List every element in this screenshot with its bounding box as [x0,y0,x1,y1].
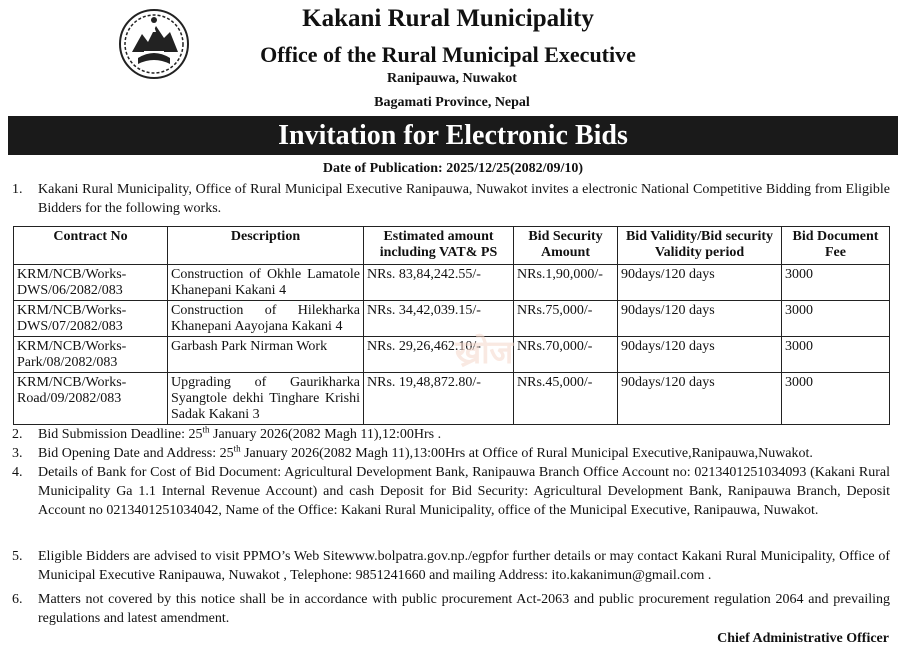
cell-fee: 3000 [782,301,890,337]
intro-paragraph [12,180,890,218]
regulations-text: Matters not covered by this notice shall be in accordance with public procurement Act-2063 and public procurement regulation 2064 and prevailing regulations and latest amendment. [38,592,890,626]
cell-amount: NRs. 19,48,872.80/- [364,373,514,425]
cell-validity: 90days/120 days [618,265,782,301]
col-contract-no: Contract No [14,227,168,265]
cell-contract: KRM/NCB/Works-Road/09/2082/083 [14,373,168,425]
notice-title-banner: Invitation for Electronic Bids [8,116,898,155]
watermark-text: ख्रोज [455,333,514,371]
publication-date: Date of Publication: 2025/12/25(2082/09/10) [322,161,584,176]
cell-description: Construction of Okhle Lamatole Khanepani Kakani 4 [168,265,364,301]
cell-security: NRs.75,000/- [514,301,618,337]
bank-details-text: Details of Bank for Cost of Bid Document: Agricultural Development Bank, Ranipauwa Branch Office Account no: 0213401251034093 (Kakani Rural Municipality Ga 1.1 Internal Revenue Account) and cash Deposit for Bid Security: Agricultural Development Bank, Ranipauwa Branch, Deposit Account no 0213401251034042, Name of the Office: Kakani Rural Municipality, office of the Municipal Executive, Ranipauwa, Nuwakot. [38,465,890,518]
cell-contract: KRM/NCB/Works-DWS/06/2082/083 [14,265,168,301]
ordinal-suffix: th [233,443,241,454]
col-estimated-amount: Estimated amount including VAT& PS [364,227,514,265]
cell-description: Construction of Hilekharka Khanepani Aayojana Kakani 4 [168,301,364,337]
table-row [14,265,890,301]
cell-description: Upgrading of Gaurikharka Syangtole dekhi Tinghare Krishi Sadak Kakani 3 [168,373,364,425]
cell-contract: KRM/NCB/Works-DWS/07/2082/083 [14,301,168,337]
col-document-fee: Bid Document Fee [782,227,890,265]
cell-contract: KRM/NCB/Works-Park/08/2082/083 [14,337,168,373]
address-line-2: Bagamati Province, Nepal [374,95,530,110]
cell-security: NRs.1,90,000/- [514,265,618,301]
cell-security: NRs.45,000/- [514,373,618,425]
item-number: 2. [12,427,23,442]
item-number: 5. [12,549,23,564]
table-row [14,373,890,425]
item-number: 3. [12,446,23,461]
cell-fee: 3000 [782,265,890,301]
table-row [14,337,890,373]
cell-fee: 3000 [782,373,890,425]
ordinal-suffix: th [202,424,210,435]
cell-description: Garbash Park Nirman Work [168,337,364,373]
cell-amount: NRs. 29,26,462.10/- [364,337,514,373]
ppmo-info-text: Eligible Bidders are advised to visit PPMO’s Web Sitewww.bolpatra.gov.np./egpfor further details or may contact Kakani Rural Municipality, Office of Municipal Executive Ranipauwa, Nuwakot , Telephone: 9851241660 and mailing Address: ito.kakanimun@gmail.com . [38,549,890,583]
item-ppmo-info [12,547,890,585]
opening-text-pre: Bid Opening Date and Address: 25 [38,446,234,461]
item-bank-details [12,463,890,520]
col-bid-security: Bid Security Amount [514,227,618,265]
signature-title: Chief Administrative Officer [717,631,889,646]
table-header-row [14,227,890,265]
col-description: Description [168,227,364,265]
cell-fee: 3000 [782,337,890,373]
item-bid-opening [12,444,890,463]
cell-amount: NRs. 34,42,039.15/- [364,301,514,337]
municipality-name: Kakani Rural Municipality [302,5,594,32]
cell-security: NRs.70,000/- [514,337,618,373]
office-name: Office of the Rural Municipal Executive [260,42,636,67]
item-regulations [12,590,890,628]
cell-validity: 90days/120 days [618,373,782,425]
opening-text-post: January 2026(2082 Magh 11),13:00Hrs at Office of Rural Municipal Executive,Ranipauwa,Nuwakot. [240,446,813,461]
intro-text: Kakani Rural Municipality, Office of Rural Municipal Executive Ranipauwa, Nuwakot invites a electronic National Competitive Bidding from Eligible Bidders for the following works. [38,182,890,216]
col-bid-validity: Bid Validity/Bid security Validity period [618,227,782,265]
table-row [14,301,890,337]
cell-amount: NRs. 83,84,242.55/- [364,265,514,301]
address-line-1: Ranipauwa, Nuwakot [387,71,517,86]
deadline-text-post: January 2026(2082 Magh 11),12:00Hrs . [209,427,442,442]
cell-validity: 90days/120 days [618,301,782,337]
item-bid-deadline [12,425,890,444]
item-number: 1. [12,182,23,197]
item-number: 6. [12,592,23,607]
bids-table [13,226,890,425]
item-number: 4. [12,465,23,480]
deadline-text-pre: Bid Submission Deadline: 25 [38,427,203,442]
cell-validity: 90days/120 days [618,337,782,373]
